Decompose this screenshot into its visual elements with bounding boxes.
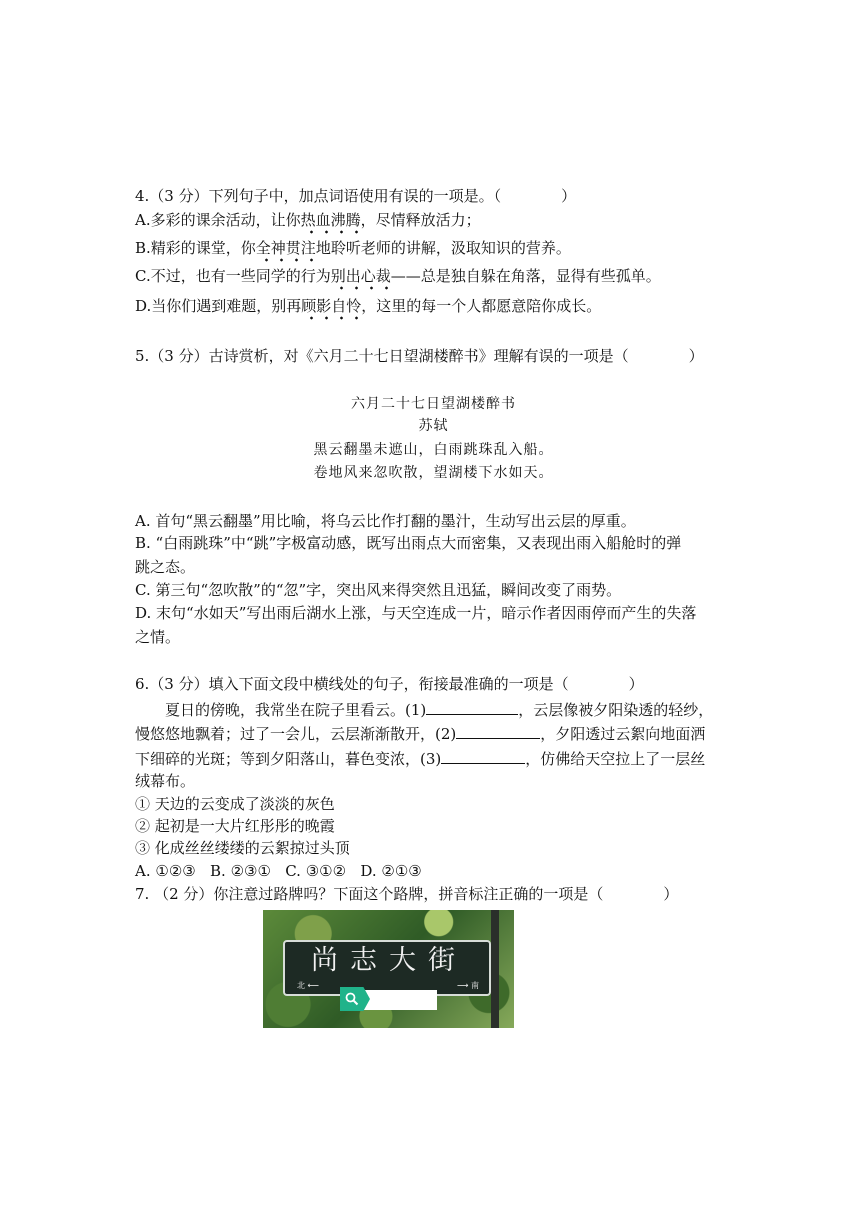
q4-stem: 4.（3 分）下列句子中，加点词语使用有误的一项是。（ ）	[135, 187, 577, 205]
poem-author: 苏轼	[418, 418, 449, 434]
q5-option-d-line-1: D. 末句“水如天”写出雨后湖水上涨，与天空连成一片，暗示作者因雨停而产生的失落	[135, 604, 697, 622]
q4-a-marked-words: 热血沸腾	[301, 211, 361, 234]
poem-line-1: 黑云翻墨未遮山，白雨跳珠乱入船。	[313, 442, 554, 458]
blank-2	[456, 723, 540, 739]
road-sign-north: 北 ⟵	[297, 981, 320, 990]
q6-passage-line-3: 下细碎的光斑；等到夕阳落山，暮色变浓，(3) ，仿佛给天空拉上了一层丝	[135, 750, 706, 768]
q4-option-a: A.多彩的课余活动，让你热血沸腾，尽情释放活力；	[135, 210, 481, 230]
q4-c-marked-words: 别出心裁	[331, 267, 391, 290]
q7-stem: 7. （2 分）你注意过路牌吗？下面这个路牌，拼音标注正确的一项是（ ）	[135, 885, 679, 903]
q5-option-a: A. 首句“黑云翻墨”用比喻，将乌云比作打翻的墨汁，生动写出云层的厚重。	[135, 512, 636, 530]
q6-passage-line-2: 慢悠悠地飘着；过了一会儿，云层渐渐散开，(2) ，夕阳透过云絮向地面洒	[135, 725, 706, 743]
q6-item-1: ① 天边的云变成了淡淡的灰色	[135, 795, 335, 813]
q4-option-b: B.精彩的课堂，你全神贯注地聆听老师的讲解，汲取知识的营养。	[135, 238, 571, 258]
q6-passage-line-1: 夏日的傍晚，我常坐在院子里看云。(1) ，云层像被夕阳染透的轻纱，	[165, 701, 714, 719]
q6-choices: A. ①②③ B. ②③① C. ③①② D. ②①③	[135, 862, 422, 880]
q6-item-2: ② 起初是一大片红彤彤的晚霞	[135, 817, 335, 835]
q5-option-d-line-2: 之情。	[135, 628, 181, 646]
q6-passage-line-4: 绒幕布。	[135, 772, 196, 790]
blank-1	[426, 699, 518, 715]
q5-option-b-line-1: B. “白雨跳珠”中“跳”字极富动感，既写出雨点大而密集，又表现出雨入船舱时的弹	[135, 534, 682, 552]
road-sign-photo	[263, 910, 514, 1028]
q5-option-b-line-2: 跳之态。	[135, 558, 196, 576]
q4-b-marked-words: 全神贯注	[256, 239, 316, 262]
q4-option-c: C.不过，也有一些同学的行为别出心裁——总是独自躲在角落，显得有些孤单。	[135, 266, 661, 286]
q4-d-marked-words: 顾影自怜	[301, 297, 361, 320]
q5-stem: 5.（3 分）古诗赏析，对《六月二十七日望湖楼醉书》理解有误的一项是（ ）	[135, 347, 704, 365]
q5-option-c: C. 第三句“忽吹散”的“忽”字，突出风来得突然且迅猛，瞬间改变了雨势。	[135, 581, 622, 599]
blank-3	[441, 748, 525, 764]
poem-title: 六月二十七日望湖楼醉书	[351, 396, 516, 412]
q6-stem: 6.（3 分）填入下面文段中横线处的句子，衔接最准确的一项是（ ）	[135, 675, 644, 693]
road-sign	[283, 940, 491, 996]
road-sign-name: 尚志大街	[311, 945, 467, 976]
road-sign-south: ⟶ 南	[456, 981, 479, 990]
q4-option-d: D.当你们遇到难题，别再顾影自怜，这里的每一个人都愿意陪你成长。	[135, 296, 601, 316]
poem-line-2: 卷地风来忽吹散，望湖楼下水如天。	[313, 465, 554, 481]
q6-item-3: ③ 化成丝丝缕缕的云絮掠过头顶	[135, 839, 350, 857]
